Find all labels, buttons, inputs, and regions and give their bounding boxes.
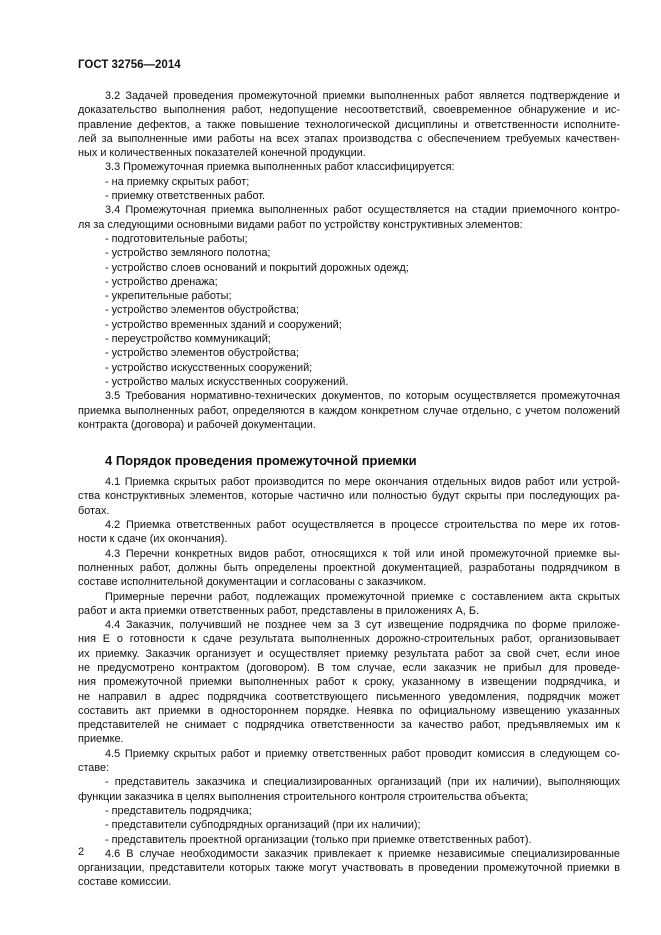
text-line: 3.2 Задачей проведения промежуточной приемки выполненных работ является подтверждение и (105, 90, 620, 102)
page-number: 2 (78, 846, 85, 858)
paragraph (78, 346, 620, 360)
text-line: не направил в адрес подрядчика соответствующего письменного уведомления, подрядчик может (78, 690, 620, 703)
text-line: - устройство дренажа; (105, 275, 218, 288)
paragraph (78, 775, 620, 804)
text-line: ля за следующими основными видами работ по устройству конструктивных элементов: (78, 218, 523, 231)
paragraph (78, 547, 620, 590)
text-line: 4.2 Приемка ответственных работ осуществляется в процессе строительства по мере их готов- (105, 519, 620, 532)
paragraph (78, 361, 620, 375)
paragraph (78, 289, 620, 303)
text-line: - устройство элементов обустройства; (105, 347, 299, 360)
text-line: 4.1 Приемка скрытых работ производится по мере окончания отдельных видов работ или устрой- (105, 476, 620, 489)
paragraph (78, 590, 620, 619)
text-line: правление дефектов, а также повышение технологической дисциплины и ответственности исполните- (78, 118, 620, 131)
paragraph (78, 261, 620, 275)
text-line: - представитель подрядчика; (105, 804, 252, 817)
text-line: 4.4 Заказчик, получивший не позднее чем за 3 сут извещение подрядчика по форме приложе- (105, 619, 620, 632)
text-line: представителей не снимает с подрядчика ответственности за качество работ, предъявляемых им к (78, 719, 620, 732)
text-line: ства конструктивных элементов, которые частично или полностью будут скрыты при последующих ра- (78, 490, 620, 503)
text-line: - устройство искусственных сооружений; (105, 361, 313, 374)
paragraph (78, 618, 620, 747)
paragraph (78, 804, 620, 818)
text-line: составе исполнительной документации и согласованы с заказчиком. (78, 576, 427, 589)
paragraph (78, 246, 620, 260)
paragraph (78, 318, 620, 332)
text-line: приемка выполненных работ, определяются в каждом конкретном случае отдельно, с учетом положений (78, 404, 620, 417)
paragraph (78, 160, 620, 174)
text-line: - приемку ответственных работ. (105, 190, 266, 203)
text-line: - устройство слоев оснований и покрытий дорожных одежд; (105, 261, 409, 274)
text-line: ния Е о готовности к сдаче результата выполненных дорожно-строительных работ, организовывает (78, 633, 620, 646)
document-body (78, 89, 620, 890)
paragraph (78, 232, 620, 246)
text-line: доказательство выполнения работ, недопущение несоответствий, своевременное обнаружение и ис- (78, 104, 620, 117)
paragraph (78, 203, 620, 232)
text-line: - представители субподрядных организаций (при их наличии); (105, 819, 421, 832)
text-line: 3.5 Требования нормативно-технических документов, по которым осуществляется промежуточная (105, 390, 620, 403)
paragraph (78, 175, 620, 189)
text-line: - представитель заказчика и специализированных организаций (при их наличии), выполняющих (105, 776, 620, 789)
section-4 (78, 475, 620, 890)
text-line: 3.3 Промежуточная приемка выполненных работ классифицируется: (105, 161, 455, 174)
text-line: 4.3 Перечни конкретных видов работ, относящихся к той или иной промежуточной приемке вы- (105, 547, 620, 560)
text-line: 4.5 Приемку скрытых работ и приемку ответственных работ проводит комиссия в следующем со- (105, 747, 620, 760)
text-line: функции заказчика в целях выполнения строительного контроля строительства объекта; (78, 790, 529, 803)
paragraph (78, 847, 620, 890)
text-line: ботах. (78, 504, 110, 517)
paragraph (78, 303, 620, 317)
text-line: лей за выполненные ими работы на всех этапах производства с обеспечением требуемых качествен- (78, 132, 620, 145)
text-line: ности к сдаче (их окончания). (78, 533, 228, 546)
section-3 (78, 89, 620, 432)
text-line: приемке. (78, 733, 124, 746)
text-line: - укрепительные работы; (105, 290, 232, 303)
text-line: - устройство элементов обустройства; (105, 304, 299, 317)
text-line: - переустройство коммуникаций; (105, 333, 271, 346)
section-4-heading: 4 Порядок проведения промежуточной приемки (105, 453, 417, 469)
text-line: 4.6 В случае необходимости заказчик привлекает к приемке независимые специализированные (105, 847, 620, 860)
paragraph (78, 332, 620, 346)
paragraph (78, 833, 620, 847)
text-line: - устройство малых искусственных сооружений. (105, 375, 349, 388)
paragraph (78, 189, 620, 203)
paragraph (78, 389, 620, 432)
text-line: ставе: (78, 762, 110, 775)
text-line: - представитель проектной организации (только при приемке ответственных работ). (105, 833, 532, 846)
text-line: ных и количественных показателей конечной продукции. (78, 147, 366, 160)
text-line: работ и акта приемки ответственных работ, представлены в приложениях А, Б. (78, 604, 480, 617)
text-line: - подготовительные работы; (105, 232, 248, 245)
paragraph (78, 747, 620, 776)
text-line: контракта (договора) и рабочей документации. (78, 418, 316, 431)
text-line: - на приемку скрытых работ; (105, 175, 250, 188)
paragraph (78, 89, 620, 160)
text-line: составить акт приемки в одностороннем порядке. Неявка по официальному извещению указанных (78, 704, 620, 717)
paragraph (78, 475, 620, 518)
text-line: их приемку. Заказчик организует и осуществляет приемку результата работ за свой счет, если иное (78, 647, 620, 660)
paragraph (78, 375, 620, 389)
document-header: ГОСТ 32756—2014 (78, 59, 181, 71)
paragraph (78, 518, 620, 547)
text-line: - устройство временных зданий и сооружений; (105, 318, 342, 331)
text-line: не предусмотрено контрактом (договором). В том случае, если заказчик не прибыл для проведе- (78, 661, 620, 674)
paragraph (78, 275, 620, 289)
text-line: 3.4 Промежуточная приемка выполненных работ осуществляется на стадии приемочного контро- (105, 204, 620, 217)
text-line: - устройство земляного полотна; (105, 247, 271, 260)
text-line: составе комиссии. (78, 876, 172, 889)
text-line: Примерные перечни работ, подлежащих промежуточной приемке с составлением акта скрытых (105, 590, 620, 603)
text-line: полненных работ, должны быть определены проектной документацией, разработаны подрядчиком в (78, 561, 620, 574)
text-line: организации, представители которых также могут участвовать в проведении промежуточной приемки в (78, 862, 620, 875)
text-line: ния промежуточной приемки выполненных работ к сроку, указанному в извещении подрядчика, и (78, 676, 620, 689)
paragraph (78, 818, 620, 832)
